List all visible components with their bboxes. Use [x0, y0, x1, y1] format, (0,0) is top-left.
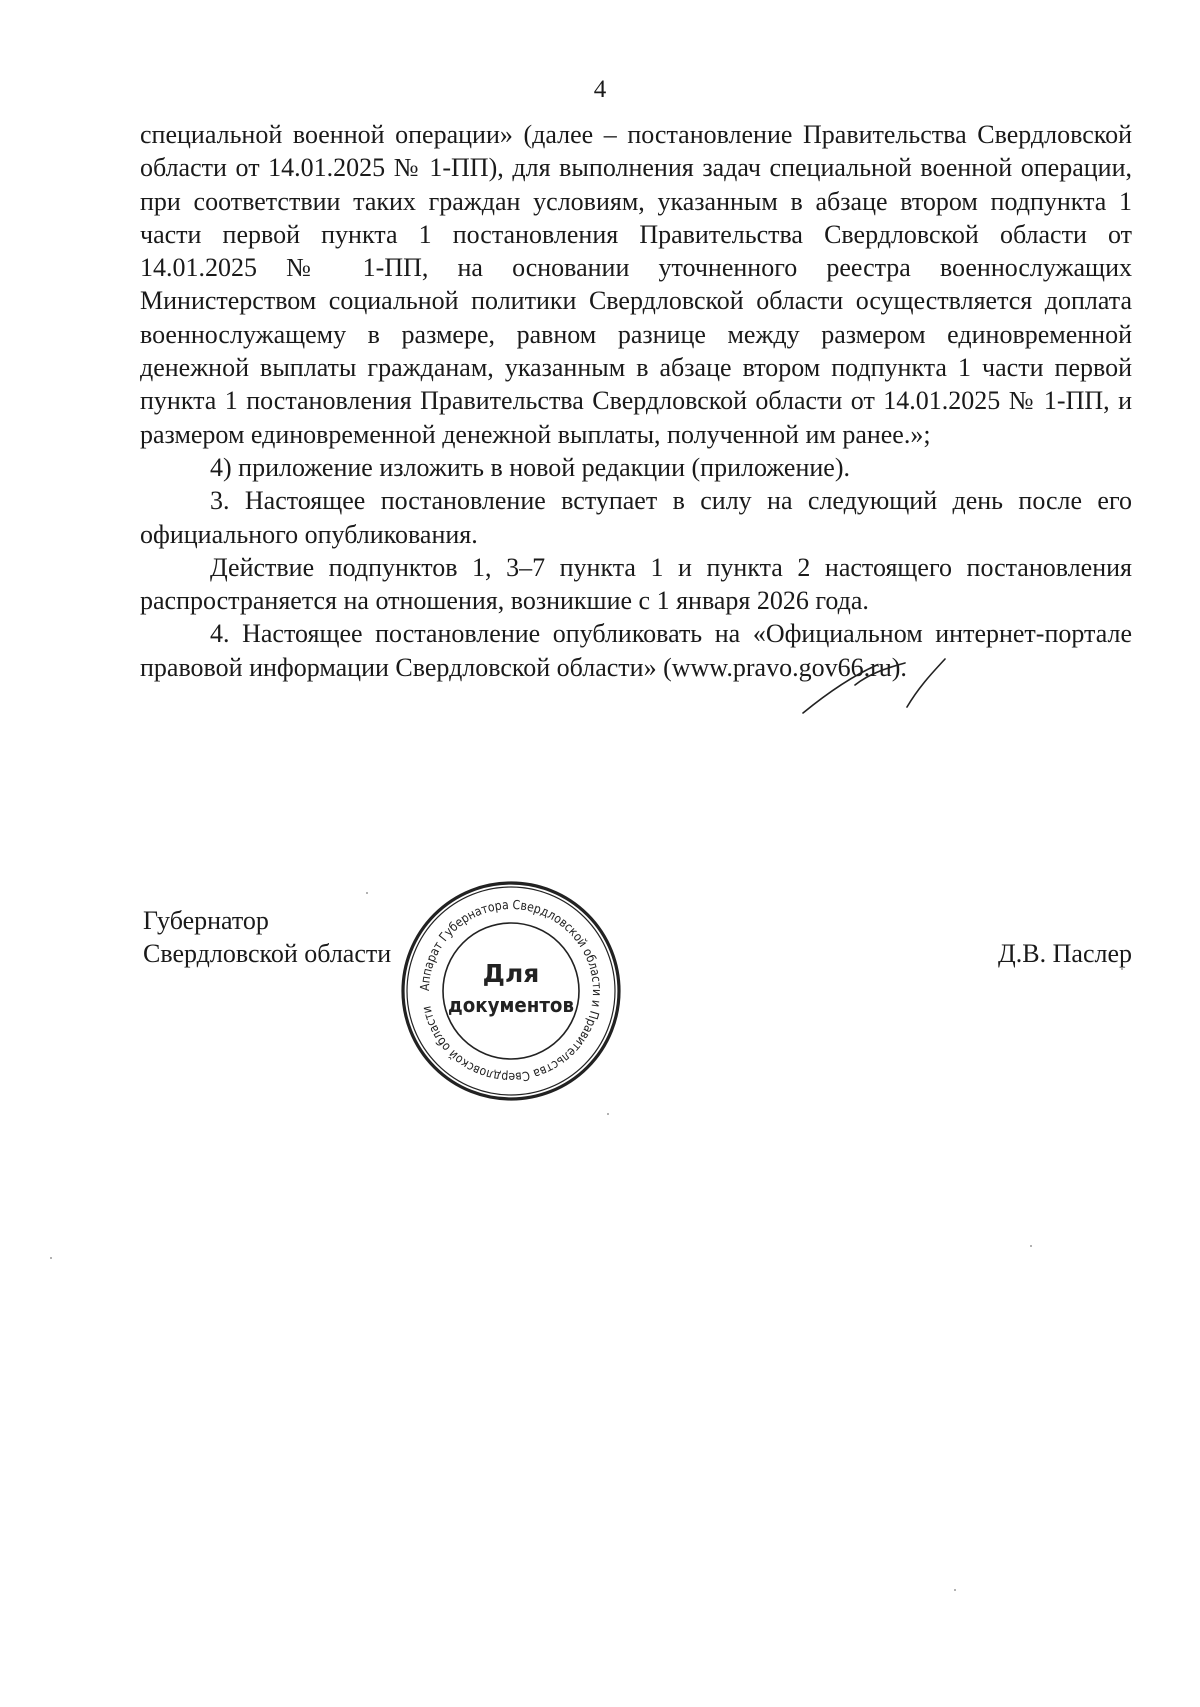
official-stamp	[398, 878, 624, 1104]
signatory-title-line1: Губернатор	[143, 906, 269, 935]
signatory-name: Д.В. Паслер	[998, 939, 1132, 968]
scan-speck	[607, 1113, 609, 1115]
paragraph-continuation: специальной военной операции» (далее – постановление Правительства Свердловской области от 14.01.2025 № 1-ПП), для выполнения задач специальной военной операции, при соответствии таких граждан условиям, указанным в абзаце втором подпункта 1 части первой пункта 1 постановления Правительства Свердловской области от 14.01.2025 № 1-ПП, на основании уточненного реестра военнослужащих Министерством социальной политики Свердловской области осуществляется доплата военнослужащему в размере, равном разнице между размером единовременной денежной выплаты гражданам, указанным в абзаце втором подпункта 1 части первой пункта 1 постановления Правительства Свердловской области от 14.01.2025 № 1-ПП, и размером единовременной денежной выплаты, полученной им ранее.»;	[140, 120, 1132, 449]
stamp-center-line1: Для	[482, 959, 540, 988]
scan-speck	[1030, 1245, 1032, 1247]
scan-speck	[1121, 968, 1123, 970]
paragraph-effect: Действие подпунктов 1, 3–7 пункта 1 и пункта 2 настоящего постановления распространяется на отношения, возникшие с 1 января 2026 года.	[140, 552, 1132, 616]
paragraph-item-4: 4) приложение изложить в новой редакции (приложение).	[210, 452, 850, 482]
paragraph-clause-4: 4. Настоящее постановление опубликовать на «Официальном интернет-портале правовой информации Свердловской области» (www.pravo.gov66.ru).	[140, 619, 1132, 682]
signatory-title	[143, 904, 391, 970]
stamp-center-line2: документов	[448, 993, 574, 1017]
page-number: 4	[593, 76, 607, 103]
document-body	[140, 118, 1132, 684]
scan-speck	[366, 892, 368, 894]
signatory-title-line2: Свердловской области	[143, 939, 392, 968]
initials-mark	[795, 655, 955, 715]
paragraph-clause-3: 3. Настоящее постановление вступает в силу на следующий день после его официального опубликования.	[140, 486, 1132, 549]
scan-speck	[954, 1589, 956, 1591]
stamp-ring-text: Аппарат Губернатора Свердловской области и Правительства Свердловской области	[416, 896, 606, 1086]
scan-speck	[50, 1257, 52, 1259]
